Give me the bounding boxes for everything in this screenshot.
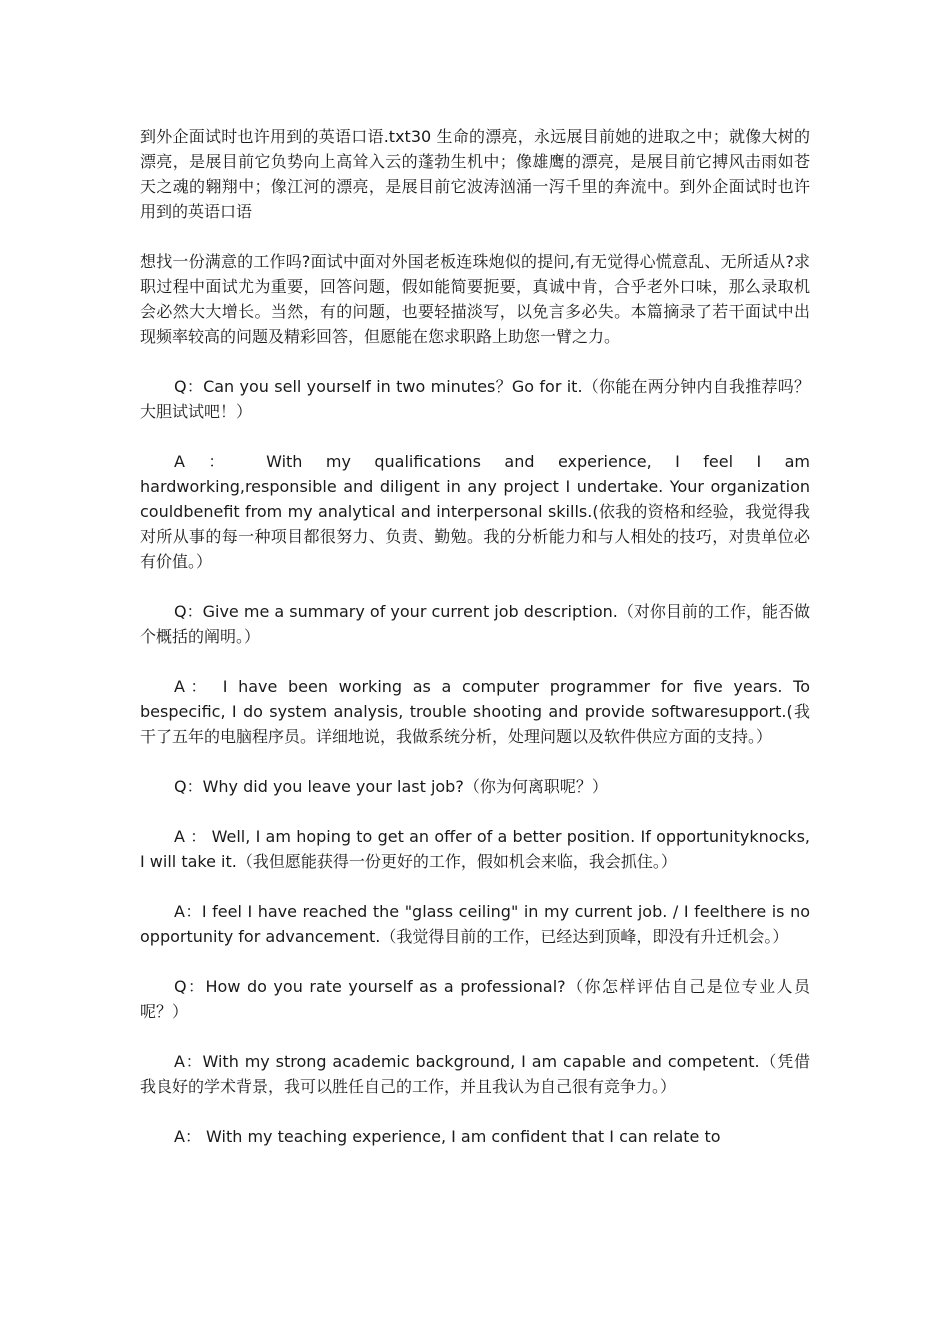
intro-paragraph: 到外企面试时也许用到的英语口语.txt30 生命的漂亮，永远展目前她的进取之中；就像大树的漂亮，是展目前它负势向上高耸入云的蓬勃生机中；像雄鹰的漂亮，是展目前它搏风击雨如苍天之魂的翱翔中；像江河的漂亮，是展目前它波涛汹涌一泻千里的奔流中。到外企面试时也许用到的英语口语 (140, 127, 810, 221)
answer-paragraph: A： I have been working as a computer programmer for five years. To bespecific, I do system analysis, trouble shooting and provide softwaresupport.(我干了五年的电脑程序员。详细地说，我做系统分析，处理问题以及软件供应方面的支持。） (140, 677, 810, 746)
preface-paragraph: 想找一份满意的工作吗?面试中面对外国老板连珠炮似的提问,有无觉得心慌意乱、无所适从?求职过程中面试尤为重要，回答问题，假如能简要扼要，真诚中肯，合乎老外口味，那么录取机会必然大大增长。当然，有的问题，也要轻描淡写，以免言多必失。本篇摘录了若干面试中出现频率较高的问题及精彩回答，但愿能在您求职路上助您一臂之力。 (140, 252, 810, 346)
question-paragraph: Q：How do you rate yourself as a professional?（你怎样评估自己是位专业人员呢？） (140, 977, 810, 1021)
answer-paragraph: A： With my teaching experience, I am confident that I can relate to (174, 1127, 721, 1146)
question-paragraph: Q：Why did you leave your last job?（你为何离职呢？） (174, 777, 608, 796)
document-body (140, 124, 810, 1149)
answer-paragraph: A：With my strong academic background, I am capable and competent.（凭借我良好的学术背景，我可以胜任自己的工作，并且我认为自己很有竞争力。） (140, 1052, 810, 1096)
question-paragraph: Q：Can you sell yourself in two minutes？Go for it.（你能在两分钟内自我推荐吗？大胆试试吧！） (140, 377, 810, 421)
question-paragraph: Q：Give me a summary of your current job description.（对你目前的工作，能否做个概括的阐明。） (140, 602, 810, 646)
answer-paragraph: A：I feel I have reached the "glass ceiling" in my current job. / I feelthere is no opportunity for advancement.（我觉得目前的工作，已经达到顶峰，即没有升迁机会。） (140, 902, 811, 946)
answer-paragraph: A ： Well, I am hoping to get an offer of a better position. If opportunityknocks, I will take it.（我但愿能获得一份更好的工作，假如机会来临，我会抓住。） (140, 827, 810, 871)
answer-paragraph: A ： With my qualifications and experience, I feel I am hardworking,responsible and diligent in any project I undertake. Your organization couldbenefit from my analytical and interpersonal skills.(依我的资格和经验，我觉得我对所从事的每一种项目都很努力、负责、勤勉。我的分析能力和与人相处的技巧，对贵单位必有价值。） (140, 452, 810, 571)
